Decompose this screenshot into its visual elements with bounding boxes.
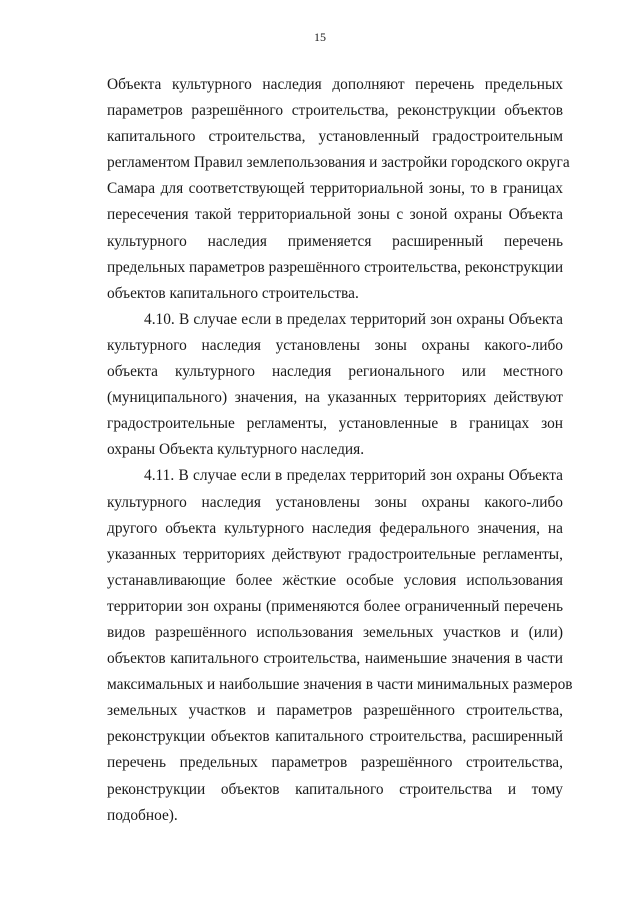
text-line: объектов капитального строительства. — [107, 284, 359, 302]
text-line: видов разрешённого использования земельных участков и (или) — [107, 623, 563, 641]
text-line: 4.10. В случае если в пределах территорий зон охраны Объекта — [144, 310, 563, 328]
text-line: земельных участков и параметров разрешённого строительства, — [107, 702, 563, 720]
text-line: (муниципального) значения, на указанных территориях действуют — [107, 389, 563, 407]
text-line: культурного наследия установлены зоны охраны какого-либо — [107, 493, 563, 511]
text-line: указанных территориях действуют градостроительные регламенты, — [107, 545, 563, 563]
text-line: объектов капитального строительства, наименьшие значения в части — [107, 650, 563, 668]
paragraph-continuation — [107, 72, 570, 307]
text-line: предельных параметров разрешённого строительства, реконструкции — [107, 258, 564, 276]
text-line: максимальных и наибольшие значения в части минимальных размеров — [107, 676, 573, 694]
text-line: перечень предельных параметров разрешённого строительства, — [107, 754, 563, 772]
text-line: территории зон охраны (применяются более ограниченный перечень — [107, 597, 563, 615]
text-line: другого объекта культурного наследия федерального значения, на — [107, 519, 563, 537]
text-line: градостроительные регламенты, установленные в границах зон — [107, 415, 563, 433]
text-line: параметров разрешённого строительства, реконструкции объектов — [107, 102, 563, 120]
text-line: Самара для соответствующей территориальной зоны, то в границах — [107, 180, 563, 198]
text-line: устанавливающие более жёсткие особые условия использования — [107, 571, 563, 589]
text-line: 4.11. В случае если в пределах территорий зон охраны Объекта — [144, 467, 563, 485]
paragraph-4-10 — [107, 307, 563, 464]
text-line: пересечения такой территориальной зоны с зоной охраны Объекта — [107, 206, 563, 224]
text-line: культурного наследия применяется расширенный перечень — [107, 232, 563, 250]
text-line: реконструкции объектов капитального строительства, расширенный — [107, 728, 563, 746]
paragraph-4-11 — [107, 463, 573, 828]
text-line: реконструкции объектов капитального строительства и тому — [107, 780, 563, 798]
text-line: культурного наследия установлены зоны охраны какого-либо — [107, 336, 563, 354]
text-line: регламентом Правил землепользования и застройки городского округа — [107, 154, 570, 172]
page-number: 15 — [314, 30, 326, 44]
document-body — [107, 72, 573, 829]
text-line: подобное). — [107, 806, 178, 824]
text-line: объекта культурного наследия регионального или местного — [107, 363, 563, 381]
text-line: Объекта культурного наследия дополняют перечень предельных — [107, 76, 563, 93]
text-line: капитального строительства, установленный градостроительным — [107, 128, 563, 146]
text-line: охраны Объекта культурного наследия. — [107, 441, 365, 459]
